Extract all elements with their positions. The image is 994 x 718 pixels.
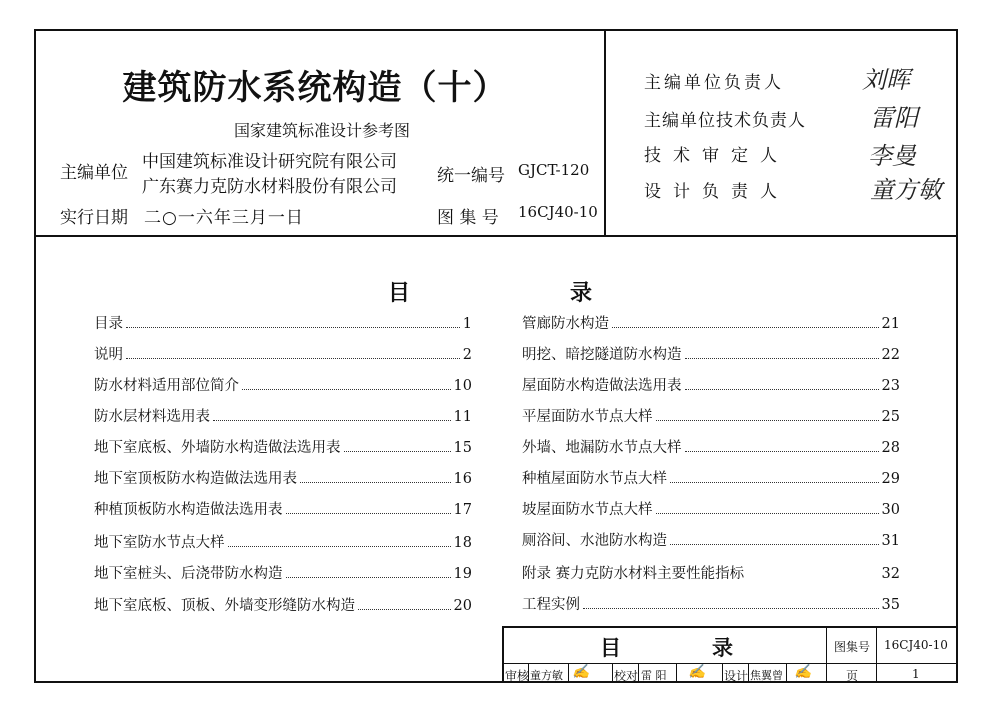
header-divider-horizontal xyxy=(34,235,958,237)
toc-entry-page: 30 xyxy=(881,502,900,518)
toc-entry-label: 说明 xyxy=(94,347,123,363)
leader-dots xyxy=(300,482,451,483)
toc-entry-page: 10 xyxy=(453,378,472,394)
leader-dots xyxy=(685,358,879,359)
toc-entry-label: 坡屋面防水节点大样 xyxy=(522,502,653,518)
tb-col-divider-2 xyxy=(876,626,877,683)
leader-dots xyxy=(656,513,879,514)
leader-dots xyxy=(286,577,451,578)
tb-designer: 焦翼曾 xyxy=(750,669,783,682)
toc-entry-page: 17 xyxy=(453,502,472,518)
leader-dots xyxy=(583,608,879,609)
tb-cell-divider xyxy=(748,663,749,683)
leader-dots xyxy=(656,420,879,421)
toc-entry-label: 附录 赛力克防水材料主要性能指标 xyxy=(522,566,745,582)
toc-entry-page: 22 xyxy=(881,347,900,363)
leader-dots xyxy=(670,544,879,545)
toc-entry-page: 2 xyxy=(462,347,472,363)
signature-chief-unit: 刘晖 xyxy=(862,66,910,94)
signature-tech-review: 李曼 xyxy=(868,142,916,170)
editor-unit-label: 主编单位 xyxy=(60,163,128,183)
toc-entry[interactable] xyxy=(94,312,472,332)
toc-entry[interactable] xyxy=(94,436,472,456)
toc-heading-right: 录 xyxy=(570,280,593,306)
atlas-no-label: 图 集 号 xyxy=(437,208,499,228)
leader-dots xyxy=(685,389,879,390)
toc-heading-left: 目 xyxy=(388,280,411,306)
leader-dots xyxy=(685,451,879,452)
leader-dots xyxy=(126,327,460,328)
toc-entry-label: 外墙、地漏防水节点大样 xyxy=(522,440,682,456)
toc-entry-page: 35 xyxy=(881,597,900,613)
toc-entry[interactable] xyxy=(522,405,900,425)
editor-unit-1: 中国建筑标准设计研究院有限公司 xyxy=(142,152,397,172)
tb-page-no: 1 xyxy=(912,667,920,681)
toc-entry[interactable] xyxy=(522,312,900,332)
toc-entry-label: 管廊防水构造 xyxy=(522,316,609,332)
tb-border-top xyxy=(502,626,958,628)
toc-entry-label: 地下室底板、顶板、外墙变形缝防水构造 xyxy=(94,598,355,614)
toc-entry-label: 地下室顶板防水构造做法选用表 xyxy=(94,471,297,487)
tb-cell-divider xyxy=(612,663,613,683)
toc-entry-label: 种植屋面防水节点大样 xyxy=(522,471,667,487)
toc-entry-page: 15 xyxy=(453,440,472,456)
toc-entry[interactable] xyxy=(522,374,900,394)
toc-entry[interactable] xyxy=(94,562,472,582)
leader-dots xyxy=(213,420,451,421)
toc-entry[interactable] xyxy=(94,374,472,394)
tb-cell-divider xyxy=(568,663,569,683)
signature-design-lead: 童方敏 xyxy=(870,176,942,204)
toc-entry-page: 20 xyxy=(453,598,472,614)
toc-entry[interactable] xyxy=(94,531,472,551)
tb-heading-right: 录 xyxy=(712,635,733,660)
unified-no-label: 统一编号 xyxy=(437,166,505,186)
toc-entry-label: 厕浴间、水池防水构造 xyxy=(522,533,667,549)
toc-entry[interactable] xyxy=(522,593,900,613)
toc-entry-label: 目录 xyxy=(94,316,123,332)
credit-label-tech-review: 技术审定人 xyxy=(644,146,789,166)
toc-entry[interactable] xyxy=(522,498,900,518)
leader-dots xyxy=(747,577,878,578)
toc-entry[interactable] xyxy=(94,594,472,614)
date-label: 实行日期 xyxy=(60,208,128,228)
credit-label-design-lead: 设计负责人 xyxy=(644,182,789,202)
atlas-title: 建筑防水系统构造（十） xyxy=(122,68,508,108)
tb-designer-signature: ✍ xyxy=(794,664,812,680)
toc-entry-label: 明挖、暗挖隧道防水构造 xyxy=(522,347,682,363)
toc-entry-page: 32 xyxy=(881,566,900,582)
tb-col-divider-1 xyxy=(826,626,827,683)
toc-entry-label: 种植顶板防水构造做法选用表 xyxy=(94,502,283,518)
toc-entry-page: 18 xyxy=(453,535,472,551)
toc-entry-page: 11 xyxy=(453,409,472,425)
toc-entry[interactable] xyxy=(94,343,472,363)
toc-entry-page: 23 xyxy=(881,378,900,394)
signature-tech-lead: 雷阳 xyxy=(870,104,918,132)
leader-dots xyxy=(228,546,451,547)
leader-dots xyxy=(344,451,451,452)
tb-checker-signature: ✍ xyxy=(688,664,706,680)
tb-row-divider xyxy=(502,663,958,664)
leader-dots xyxy=(242,389,451,390)
tb-checker: 雷 阳 xyxy=(641,669,667,682)
leader-dots xyxy=(126,358,460,359)
header-divider-vertical xyxy=(604,29,606,237)
tb-reviewer: 童方敏 xyxy=(530,669,563,682)
toc-entry-label: 平屋面防水节点大样 xyxy=(522,409,653,425)
toc-entry-label: 地下室桩头、后浇带防水构造 xyxy=(94,566,283,582)
atlas-no: 16CJ40-10 xyxy=(518,203,598,221)
toc-entry-label: 地下室防水节点大样 xyxy=(94,535,225,551)
toc-entry[interactable] xyxy=(94,405,472,425)
tb-design-label: 设计 xyxy=(724,669,749,683)
toc-entry-page: 1 xyxy=(462,316,472,332)
tb-reviewer-signature: ✍ xyxy=(572,664,590,680)
tb-cell-divider xyxy=(722,663,723,683)
toc-entry-page: 29 xyxy=(881,471,900,487)
toc-entry-label: 防水层材料选用表 xyxy=(94,409,210,425)
toc-entry-label: 地下室底板、外墙防水构造做法选用表 xyxy=(94,440,341,456)
tb-atlas-no: 16CJ40-10 xyxy=(884,638,948,652)
toc-entry-page: 25 xyxy=(881,409,900,425)
toc-entry-page: 19 xyxy=(453,566,472,582)
leader-dots xyxy=(286,513,451,514)
toc-entry[interactable] xyxy=(94,498,472,518)
unified-no: GJCT-120 xyxy=(518,161,590,179)
toc-entry[interactable] xyxy=(522,562,900,582)
toc-entry[interactable] xyxy=(522,436,900,456)
tb-heading-left: 目 xyxy=(600,635,621,660)
tb-cell-divider xyxy=(638,663,639,683)
tb-cell-divider xyxy=(786,663,787,683)
atlas-subtitle: 国家建筑标准设计参考图 xyxy=(234,121,411,140)
toc-entry[interactable] xyxy=(522,467,900,487)
credit-label-chief-unit: 主编单位负责人 xyxy=(644,73,784,93)
date-value: 二○一六年三月一日 xyxy=(144,208,304,228)
toc-entry-page: 16 xyxy=(453,471,472,487)
tb-review-label: 审核 xyxy=(505,669,530,683)
toc-entry-page: 28 xyxy=(881,440,900,456)
tb-check-label: 校对 xyxy=(614,669,639,683)
tb-atlas-label: 图集号 xyxy=(834,640,871,654)
tb-border-left xyxy=(502,626,504,683)
toc-entry-label: 工程实例 xyxy=(522,597,580,613)
toc-entry-label: 防水材料适用部位简介 xyxy=(94,378,239,394)
toc-entry-page: 31 xyxy=(881,533,900,549)
leader-dots xyxy=(358,609,451,610)
leader-dots xyxy=(612,327,879,328)
toc-entry-label: 屋面防水构造做法选用表 xyxy=(522,378,682,394)
toc-entry[interactable] xyxy=(522,529,900,549)
toc-entry[interactable] xyxy=(94,467,472,487)
toc-entry-page: 21 xyxy=(881,316,900,332)
tb-cell-divider xyxy=(676,663,677,683)
toc-entry[interactable] xyxy=(522,343,900,363)
credit-label-tech-lead: 主编单位技术负责人 xyxy=(644,111,806,131)
tb-page-label: 页 xyxy=(846,669,859,683)
editor-unit-2: 广东赛力克防水材料股份有限公司 xyxy=(142,177,397,197)
leader-dots xyxy=(670,482,879,483)
